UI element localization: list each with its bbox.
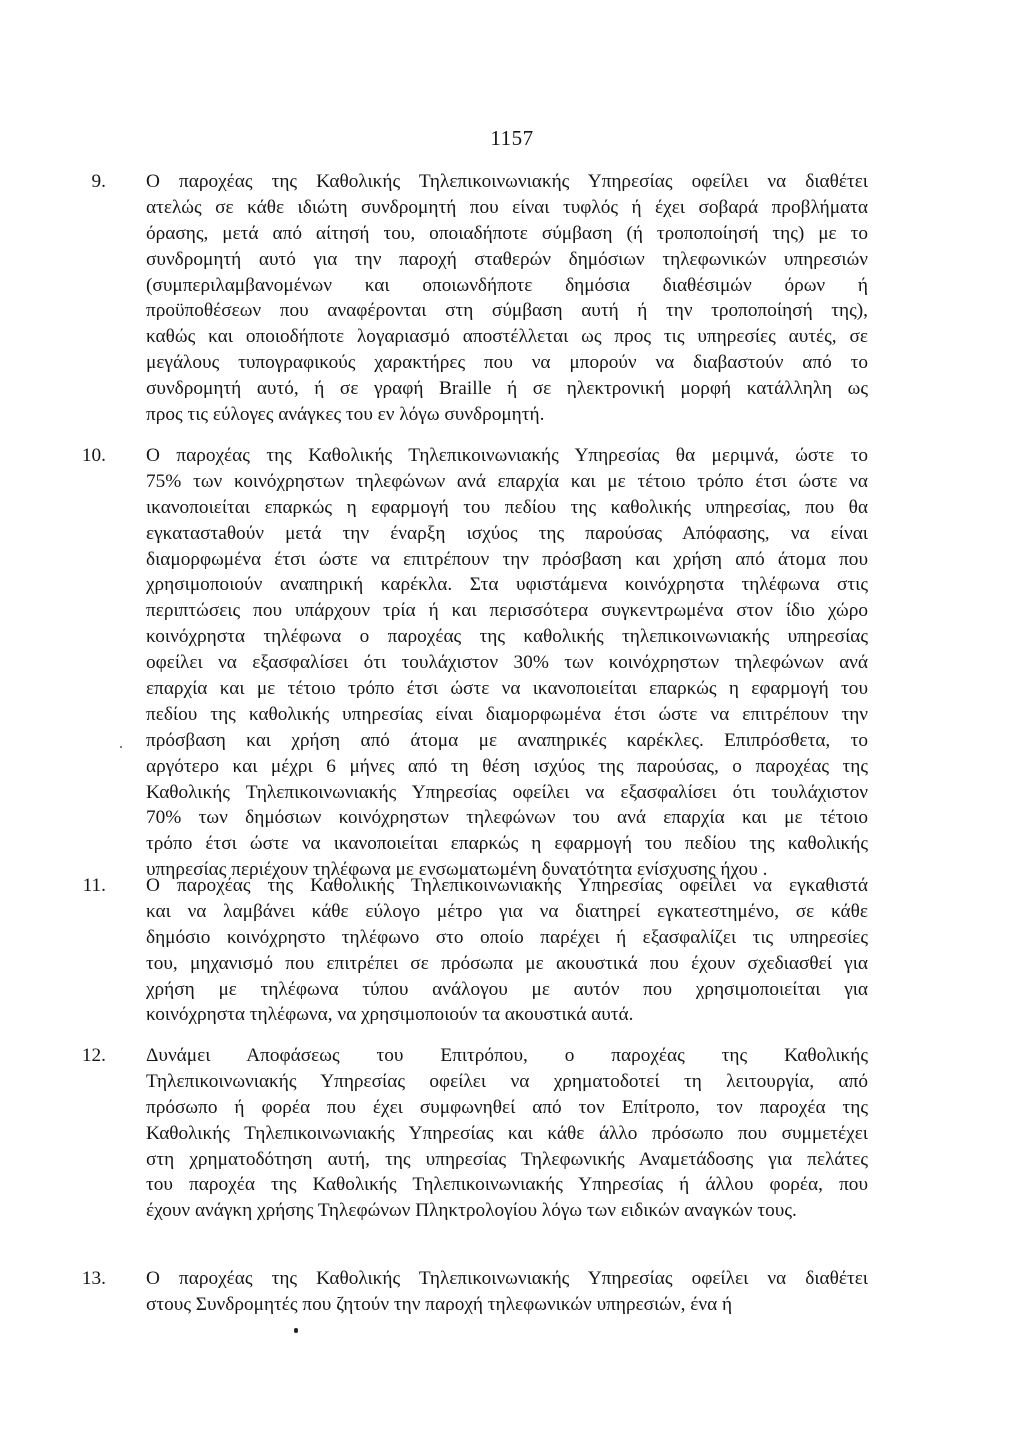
- text-line: οφείλει να εξασφαλίσει ότι τουλάχιστον 30% των κοινόχρηστων τηλεφώνων ανά: [146, 652, 868, 674]
- text-line: του παροχέα της Καθολικής Τηλεπικοινωνιακής Υπηρεσίας ή άλλου φορέα, που: [146, 1174, 868, 1196]
- text-line: και να λαμβάνει κάθε εύλογο μέτρο για να διατηρεί εγκατεστημένο, σε κάθε: [146, 900, 868, 922]
- paragraph-number: 13.: [81, 1268, 106, 1289]
- text-line: 75% των κοινόχρηστων τηλεφώνων ανά επαρχία και με τέτοιο τρόπο έτσι ώστε να: [146, 470, 868, 492]
- text-line: προϋποθέσεων που αναφέρονται στη σύμβαση αυτή ή την τροποποίησή της),: [146, 300, 868, 322]
- text-line: ικανοποιείται επαρκώς η εφαρμογή του πεδίου της καθολικής υπηρεσίας, που θα: [146, 496, 868, 518]
- text-line: όρασης, μετά από αίτησή του, οποιαδήποτε σύμβαση (ή τροποποίησή της) με το: [146, 222, 868, 244]
- paragraph-11: [82, 873, 868, 1028]
- text-line: δημόσιο κοινόχρηστο τηλέφωνο στο οποίο παρέχει ή εξασφαλίζει τις υπηρεσίες: [146, 926, 868, 948]
- paragraph-number: 12.: [81, 1045, 106, 1066]
- paragraph-12: [81, 1043, 868, 1224]
- text-line: Ο παροχέας της Καθολικής Τηλεπικοινωνιακής Υπηρεσίας οφείλει να διαθέτει: [146, 1268, 868, 1289]
- text-line: έχουν ανάγκη χρήσης Τηλεφώνων Πληκτρολογίου λόγω των ειδικών αναγκών τους.: [146, 1200, 797, 1222]
- page-number: 1157: [490, 126, 534, 150]
- text-line: του, μηχανισμό που επιτρέπει σε πρόσωπα με ακουστικά που έχουν σχεδιασθεί για: [146, 952, 868, 974]
- text-line: ατελώς σε κάθε ιδιώτη συνδρομητή που είναι τυφλός ή έχει σοβαρά προβλήματα: [146, 196, 868, 218]
- text-line: Καθολικής Τηλεπικοινωνιακής Υπηρεσίας και κάθε άλλο πρόσωπο που συμμετέχει: [146, 1122, 868, 1144]
- text-line: εγκαταστaθούν μετά την έναρξη ισχύος της παρούσας Απόφασης, να είναι: [146, 522, 868, 544]
- text-line: στη χρηματοδότηση αυτή, της υπηρεσίας Τηλεφωνικής Αναμετάδοσης για πελάτες: [146, 1148, 868, 1170]
- text-line: χρησιμοποιούν αναπηρική καρέκλα. Στα υφιστάμενα κοινόχρηστα τηλέφωνα στις: [146, 574, 868, 596]
- text-line: 70% των δημόσιων κοινόχρηστων τηλεφώνων του ανά επαρχία και με τέτοιο: [146, 807, 868, 829]
- text-line: (συμπεριλαμβανομένων και οποιωνδήποτε δημόσια διαθέσιμών όρων ή: [146, 274, 868, 296]
- text-line: πεδίου της καθολικής υπηρεσίας είναι διαμορφωμένα έτσι ώστε να επιτρέπουν την: [146, 703, 868, 725]
- paragraph-13: [81, 1266, 868, 1318]
- text-line: προς τις εύλογες ανάγκες του εν λόγω συνδρομητή.: [146, 404, 545, 426]
- text-line: επαρχία και με τέτοιο τρόπο έτσι ώστε να ικανοποιείται επαρκώς η εφαρμογή του: [146, 678, 868, 700]
- text-line: χρήση με τηλέφωνα τύπου ανάλογου με αυτόν που χρησιμοποιείται για: [146, 978, 868, 1000]
- text-line: περιπτώσεις που υπάρχουν τρία ή και περισσότερα συγκεντρωμένα στον ίδιο χώρο: [146, 600, 868, 622]
- paragraph-number: 9.: [91, 171, 106, 192]
- text-line: τρόπο έτσι ώστε να ικανοποιείται επαρκώς η εφαρμογή του πεδίου της καθολικής: [146, 833, 868, 855]
- text-line: αργότερο και μέχρι 6 μήνες από τη θέση ισχύος της παρούσας, ο παροχέας της: [146, 755, 868, 777]
- paragraph-number: 11.: [82, 875, 106, 896]
- scan-speck: [294, 1328, 298, 1333]
- text-line: υπηρεσίας περιέχουν τηλέφωνα με ενσωματωμένη δυνατότητα ενίσχυσης ήχου .: [146, 859, 768, 881]
- text-line: στους Συνδρομητές που ζητούν την παροχή τηλεφωνικών υπηρεσιών, ένα ή: [146, 1293, 733, 1315]
- text-line: μεγάλους τυπογραφικούς χαρακτήρες που να μπορούν να διαβαστούν από το: [146, 352, 868, 374]
- text-line: Ο παροχέας της Καθολικής Τηλεπικοινωνιακής Υπηρεσίας οφείλει να εγκαθιστά: [146, 875, 868, 896]
- paragraph-number: 10.: [81, 445, 106, 466]
- text-line: Ο παροχέας της Καθολικής Τηλεπικοινωνιακής Υπηρεσίας θα μεριμνά, ώστε το: [146, 445, 868, 466]
- paragraph-10: [81, 443, 868, 883]
- scan-speck: [120, 746, 122, 748]
- text-line: πρόσβαση και χρήση από άτομα με αναπηρικές καρέκλες. Επιπρόσθετα, το: [146, 729, 868, 751]
- text-line: Τηλεπικοινωνιακής Υπηρεσίας οφείλει να χρηματοδοτεί τη λειτουργία, από: [146, 1070, 868, 1092]
- text-line: κοινόχρηστα τηλέφωνα ο παροχέας της καθολικής τηλεπικοινωνιακής υπηρεσίας: [146, 626, 868, 648]
- text-line: διαμορφωμένα έτσι ώστε να επιτρέπουν την πρόσβαση και χρήση από άτομα που: [146, 548, 868, 570]
- text-line: Καθολικής Τηλεπικοινωνιακής Υπηρεσίας οφείλει να εξασφαλίσει ότι τουλάχιστον: [146, 781, 868, 803]
- text-line: κοινόχρηστα τηλέφωνα, να χρησιμοποιούν τα ακουστικά αυτά.: [146, 1004, 634, 1026]
- text-line: Ο παροχέας της Καθολικής Τηλεπικοινωνιακής Υπηρεσίας οφείλει να διαθέτει: [146, 171, 868, 192]
- text-line: καθώς και οποιοδήποτε λογαριασμό αποστέλλεται ως προς τις υπηρεσίες αυτές, σε: [146, 326, 868, 348]
- text-line: πρόσωπο ή φορέα που έχει συμφωνηθεί από τον Επίτροπο, τον παροχέα της: [146, 1096, 868, 1118]
- text-line: Δυνάμει Αποφάσεως του Επιτρόπου, ο παροχέας της Καθολικής: [146, 1045, 868, 1066]
- paragraph-9: [91, 169, 868, 428]
- text-line: συνδρομητή αυτό για την παροχή σταθερών δημόσιων τηλεφωνικών υπηρεσιών: [146, 248, 868, 270]
- text-line: συνδρομητή αυτό, ή σε γραφή Braille ή σε ηλεκτρονική μορφή κατάλληλη ως: [146, 378, 868, 400]
